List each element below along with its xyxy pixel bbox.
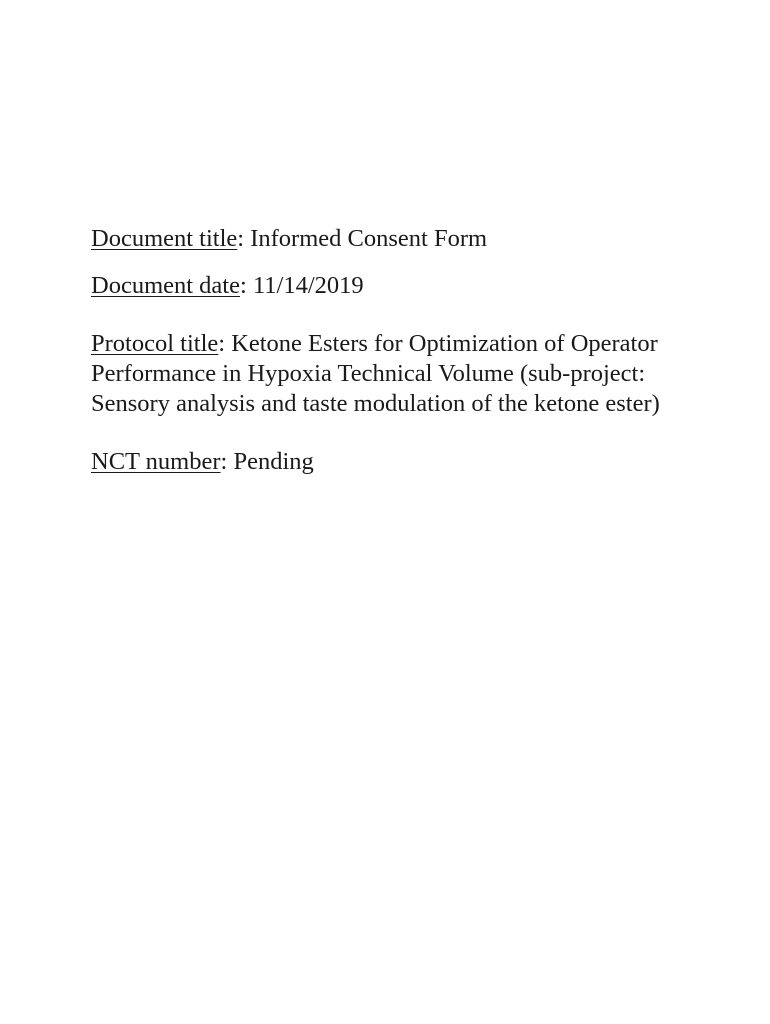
document-title-label: Document title xyxy=(91,225,238,252)
nct-number-separator: : xyxy=(220,448,234,475)
document-date-separator: : xyxy=(240,272,253,299)
nct-number-label: NCT number xyxy=(91,448,221,475)
protocol-title-field xyxy=(91,329,711,419)
document-title-value: Informed Consent Form xyxy=(250,225,488,252)
document-title-separator: : xyxy=(237,225,251,252)
protocol-title-label: Protocol title xyxy=(91,330,219,357)
document-date-field xyxy=(91,271,711,301)
document-date-label: Document date xyxy=(91,272,240,299)
nct-number-value: Pending xyxy=(233,448,314,475)
cover-fields xyxy=(91,224,711,477)
document-title-field xyxy=(91,224,711,254)
protocol-title-value: Ketone Esters for Optimization of Operator Performance in Hypoxia Technical Volume (sub-project: Sensory analysis and taste modulation of the ketone ester) xyxy=(91,330,660,417)
nct-number-field xyxy=(91,447,711,477)
protocol-title-separator: : xyxy=(218,330,232,357)
document-date-value: 11/14/2019 xyxy=(252,272,364,299)
